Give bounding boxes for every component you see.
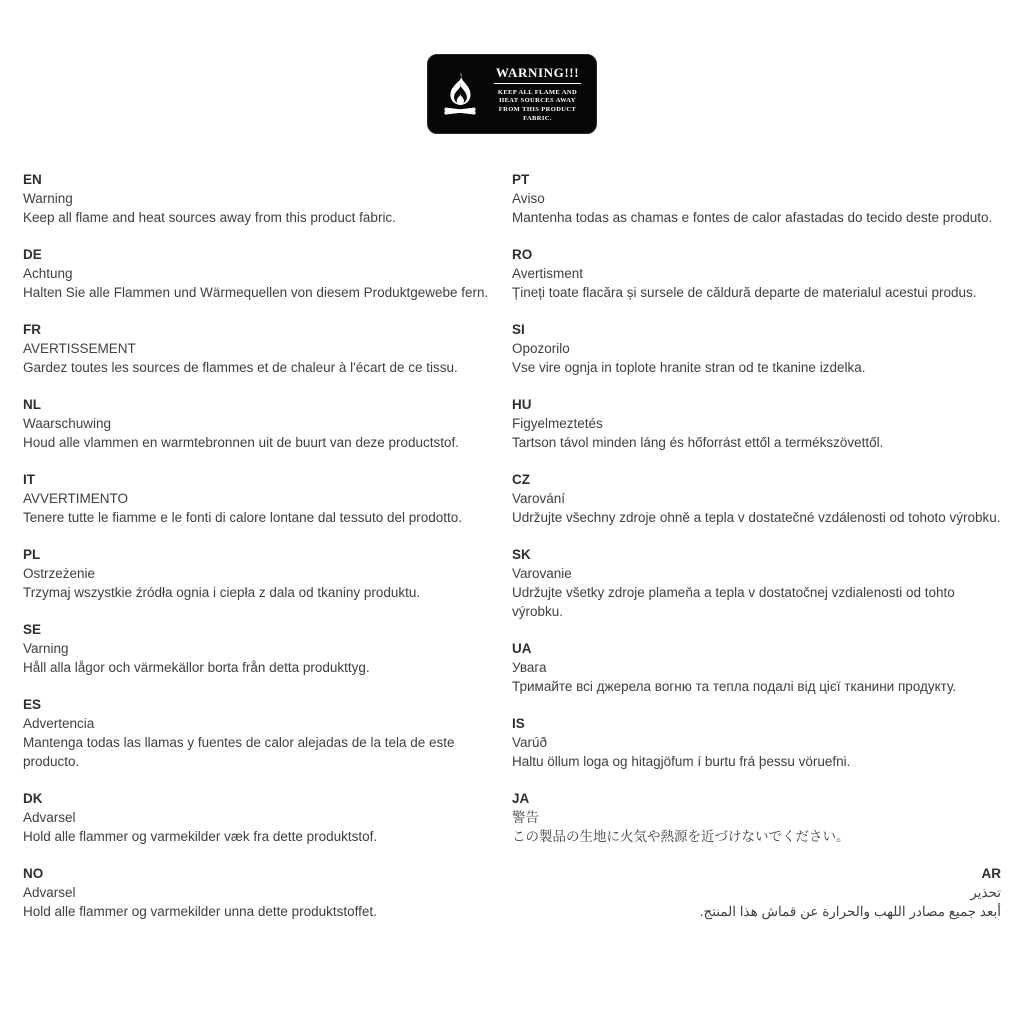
- language-entry: [23, 620, 491, 677]
- warning-text: Haltu öllum loga og hitagjöfum í burtu frá þessu vöruefni.: [512, 754, 851, 769]
- language-code: DE: [23, 247, 42, 262]
- language-code: SI: [512, 322, 525, 337]
- warning-title: Advarsel: [23, 810, 76, 825]
- language-code: JA: [512, 791, 530, 806]
- warning-title: AVERTISSEMENT: [23, 341, 136, 356]
- warning-title: Achtung: [23, 266, 73, 281]
- language-code: UA: [512, 641, 532, 656]
- language-entry: [512, 545, 1001, 621]
- warning-text: Hold alle flammer og varmekilder væk fra dette produktstof.: [23, 829, 378, 844]
- warning-text: Udržujte všetky zdroje plameňa a tepla v dostatočnej vzdialenosti od tohto výrobku.: [512, 585, 955, 619]
- language-entry: [512, 320, 1001, 377]
- warning-title: Warning: [23, 191, 73, 206]
- warning-text: Udržujte všechny zdroje ohně a tepla v dostatečné vzdálenosti od tohoto výrobku.: [512, 510, 1001, 525]
- language-code: NL: [23, 397, 41, 412]
- warning-text: Houd alle vlammen en warmtebronnen uit de buurt van deze productstof.: [23, 435, 460, 450]
- warning-text: Тримайте всі джерела вогню та тепла подалі від цієї тканини продукту.: [512, 679, 957, 694]
- language-columns: [23, 170, 1001, 939]
- warning-title: AVVERTIMENTO: [23, 491, 129, 506]
- warning-text: Keep all flame and heat sources away from this product fabric.: [23, 210, 396, 225]
- language-entry: [512, 789, 1001, 846]
- campfire-icon: [438, 68, 482, 120]
- badge-line: FABRIC.: [523, 114, 552, 122]
- warning-title: Varúð: [512, 735, 548, 750]
- language-code: AR: [981, 866, 1001, 881]
- warning-title: Aviso: [512, 191, 545, 206]
- warning-title: Advarsel: [23, 885, 76, 900]
- warning-text: Tartson távol minden láng és hőforrást ettől a termékszövettől.: [512, 435, 884, 450]
- warning-text: Țineți toate flacăra și sursele de căldură departe de materialul acestui produs.: [512, 285, 977, 300]
- language-entry: [23, 470, 491, 527]
- language-code: NO: [23, 866, 44, 881]
- language-code: DK: [23, 791, 43, 806]
- badge-title: WARNING!!!: [494, 65, 581, 84]
- badge-line: HEAT SOURCES AWAY: [499, 97, 576, 105]
- language-entry: [512, 245, 1001, 302]
- language-code: PL: [23, 547, 41, 562]
- warning-title: Varovanie: [512, 566, 572, 581]
- language-entry: [23, 789, 491, 846]
- language-code: RO: [512, 247, 533, 262]
- language-code: SE: [23, 622, 42, 637]
- warning-badge: [427, 54, 597, 134]
- language-code: SK: [512, 547, 531, 562]
- language-entry: [23, 320, 491, 377]
- warning-title: Figyelmeztetés: [512, 416, 603, 431]
- warning-title: Varování: [512, 491, 566, 506]
- warning-title: Opozorilo: [512, 341, 570, 356]
- language-entry: [512, 714, 1001, 771]
- language-entry: [512, 864, 1001, 921]
- warning-title: Avertisment: [512, 266, 584, 281]
- language-code: CZ: [512, 472, 530, 487]
- warning-title: Ostrzeżenie: [23, 566, 96, 581]
- warning-text: Tenere tutte le fiamme e le fonti di calore lontane dal tessuto del prodotto.: [23, 510, 463, 525]
- warning-title: 警告: [512, 810, 539, 825]
- language-entry: [23, 545, 491, 602]
- warning-text: Håll alla lågor och värmekällor borta från detta produkttyg.: [23, 660, 370, 675]
- warning-text: この製品の生地に火気や熱源を近づけないでください。: [512, 829, 850, 844]
- warning-text: Mantenha todas as chamas e fontes de calor afastadas do tecido deste produto.: [512, 210, 993, 225]
- language-entry: [23, 864, 491, 921]
- language-entry: [512, 395, 1001, 452]
- badge-text-block: [491, 65, 584, 123]
- warning-title: تحذير: [970, 885, 1001, 900]
- warning-text: Gardez toutes les sources de flammes et de chaleur à l'écart de ce tissu.: [23, 360, 458, 375]
- warning-text: Trzymaj wszystkie źródła ognia i ciepła z dala od tkaniny produktu.: [23, 585, 421, 600]
- language-code: EN: [23, 172, 42, 187]
- language-code: PT: [512, 172, 530, 187]
- language-entry: [23, 245, 491, 302]
- language-entry: [512, 639, 1001, 696]
- column-right: [512, 170, 1001, 939]
- language-code: HU: [512, 397, 532, 412]
- language-entry: [23, 695, 491, 771]
- language-entry: [23, 395, 491, 452]
- language-entry: [512, 170, 1001, 227]
- warning-text: أبعد جميع مصادر اللهب والحرارة عن قماش هذا المنتج.: [699, 904, 1001, 919]
- warning-title: Увага: [512, 660, 547, 675]
- language-code: IT: [23, 472, 35, 487]
- warning-text: Halten Sie alle Flammen und Wärmequellen von diesem Produktgewebe fern.: [23, 285, 489, 300]
- warning-text: Hold alle flammer og varmekilder unna dette produktstoffet.: [23, 904, 377, 919]
- language-code: IS: [512, 716, 525, 731]
- warning-text: Vse vire ognja in toplote hranite stran od te tkanine izdelka.: [512, 360, 866, 375]
- badge-line: FROM THIS PRODUCT: [498, 106, 577, 113]
- warning-title: Varning: [23, 641, 69, 656]
- warning-title: Advertencia: [23, 716, 95, 731]
- badge-line: KEEP ALL FLAME AND: [497, 88, 578, 96]
- column-left: [23, 170, 491, 939]
- language-code: ES: [23, 697, 42, 712]
- language-entry: [23, 170, 491, 227]
- warning-title: Waarschuwing: [23, 416, 112, 431]
- warning-text: Mantenga todas las llamas y fuentes de calor alejadas de la tela de este producto.: [23, 735, 455, 769]
- language-entry: [512, 470, 1001, 527]
- language-code: FR: [23, 322, 41, 337]
